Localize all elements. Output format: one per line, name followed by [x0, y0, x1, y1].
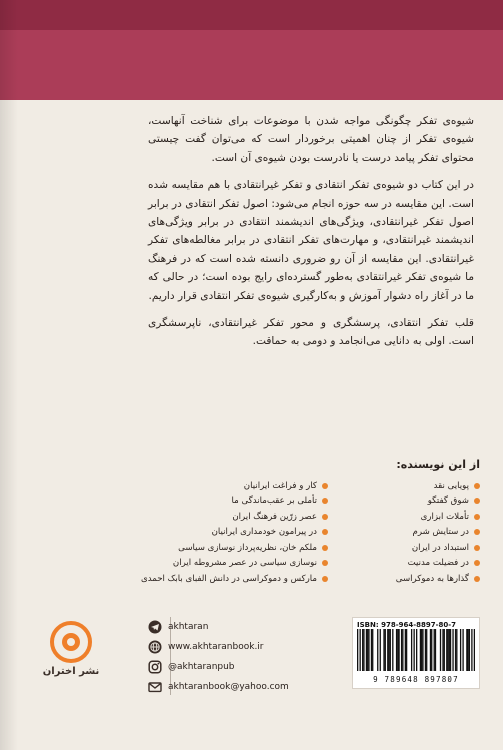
other-works-section: [141, 458, 480, 587]
barcode-bar: [363, 629, 364, 671]
bullet-icon: [474, 545, 480, 551]
barcode-bar: [421, 629, 422, 671]
barcode-bar: [422, 629, 423, 671]
work-title: نوسازی سیاسی در عصر مشروطه ایران: [172, 558, 317, 569]
barcode-bar: [360, 629, 361, 671]
instagram-icon: [148, 660, 162, 674]
work-item: [340, 571, 480, 587]
bullet-icon: [474, 560, 480, 566]
works-column-left: [141, 478, 328, 587]
contact-text: akhtaran: [168, 622, 209, 632]
barcode-bar: [440, 629, 441, 671]
blurb-paragraph: قلب تفکر انتقادی، پرسشگری و محور تفکر غیرانتقادی، ناپرسشگری است. اولی به دانایی می‌انجامد و دومی به حماقت.: [148, 317, 474, 348]
mail-icon: [148, 680, 162, 694]
barcode-bar: [405, 629, 406, 671]
bullet-icon: [474, 498, 480, 504]
barcode-bar: [396, 629, 397, 671]
bullet-icon: [474, 576, 480, 582]
contact-telegram[interactable]: [148, 617, 328, 637]
work-title: پویایی نقد: [433, 480, 469, 491]
barcode-bar: [471, 629, 472, 671]
barcode-bar: [368, 629, 369, 671]
work-title: گذارها به دموکراسی: [395, 573, 469, 584]
barcode-bar: [456, 629, 457, 671]
work-item: [340, 494, 480, 510]
barcode-bar: [474, 629, 475, 671]
barcode-bar: [388, 629, 389, 671]
barcode-bar: [357, 629, 358, 671]
barcode-bar: [431, 629, 432, 671]
barcode-bar: [447, 629, 448, 671]
work-title: ملکم خان، نظریه‌پرداز نوسازی سیاسی: [178, 542, 317, 553]
isbn-label: ISBN: 978-964-8897-80-7: [357, 621, 457, 629]
barcode-bar: [411, 629, 412, 671]
work-title: در فضیلت مدنیت: [407, 558, 469, 569]
work-item: [340, 478, 480, 494]
barcode-icon: [357, 629, 475, 671]
barcode-bar: [372, 629, 373, 671]
contact-email[interactable]: [148, 677, 328, 697]
barcode-bar: [406, 629, 407, 671]
work-item: [141, 571, 328, 587]
barcode-bar: [380, 629, 381, 671]
barcode-bar: [401, 629, 402, 671]
barcode-bar: [366, 629, 367, 671]
work-item: [340, 525, 480, 541]
barcode-bar: [460, 629, 461, 671]
work-title: کار و فراغت ایرانیان: [243, 480, 317, 491]
barcode-bar: [434, 629, 435, 671]
barcode-bar: [387, 629, 388, 671]
work-item: [150, 525, 328, 541]
barcode-bar: [430, 629, 431, 671]
barcode-bar: [469, 629, 470, 671]
bullet-icon: [322, 545, 328, 551]
isbn-digits: 9 789648 897807: [373, 675, 459, 684]
barcode-bar: [452, 629, 453, 671]
barcode-bar: [397, 629, 398, 671]
isbn-barcode-box: [352, 617, 480, 689]
bullet-icon: [322, 576, 328, 582]
work-title: عصر زرّین فرهنگ ایران: [232, 511, 317, 522]
blurb-text: [148, 112, 474, 360]
contact-text: @akhtaranpub: [168, 662, 235, 672]
work-item: [340, 509, 480, 525]
barcode-bar: [444, 629, 445, 671]
barcode-bar: [413, 629, 414, 671]
publisher-name: نشر اختران: [42, 666, 100, 677]
bullet-icon: [474, 483, 480, 489]
contact-text: www.akhtaranbook.ir: [168, 642, 264, 652]
work-title: شوق گفتگو: [427, 496, 469, 507]
barcode-bar: [383, 629, 384, 671]
bullet-icon: [322, 498, 328, 504]
work-item: [150, 556, 328, 572]
work-title: مارکس و دموکراسی در دانش الفبای بابک احمدی: [141, 573, 317, 584]
barcode-bar: [450, 629, 451, 671]
work-title: تأملی بر عقب‌ماندگی ما: [231, 496, 317, 507]
other-works-grid: [141, 478, 480, 587]
barcode-bar: [390, 629, 391, 671]
work-title: استبداد در ایران: [411, 542, 469, 553]
barcode-bar: [371, 629, 372, 671]
work-item: [150, 540, 328, 556]
contact-list: [148, 617, 328, 697]
work-title: در ستایش شرم: [412, 527, 469, 538]
barcode-bar: [442, 629, 443, 671]
bullet-icon: [322, 483, 328, 489]
work-item: [150, 494, 328, 510]
barcode-bar: [377, 629, 378, 671]
bullet-icon: [474, 514, 480, 520]
work-title: در پیرامون خودمداری ایرانیان: [211, 527, 317, 538]
barcode-bar: [392, 629, 393, 671]
barcode-bar: [398, 629, 399, 671]
top-band-dark-edge: [0, 0, 503, 30]
barcode-bar: [467, 629, 468, 671]
publisher-logo: [36, 620, 106, 677]
spine-shadow: [0, 0, 18, 750]
telegram-icon: [148, 620, 162, 634]
works-column-right: [340, 478, 480, 587]
barcode-bar: [466, 629, 467, 671]
contact-text: akhtaranbook@yahoo.com: [168, 682, 289, 692]
barcode-bar: [385, 629, 386, 671]
other-works-title: از این نویسنده:: [396, 458, 480, 471]
work-item: [340, 540, 480, 556]
barcode-bar: [449, 629, 450, 671]
barcode-bar: [455, 629, 456, 671]
bullet-icon: [322, 529, 328, 535]
work-item: [150, 478, 328, 494]
bullet-icon: [322, 514, 328, 520]
contact-instagram[interactable]: [148, 657, 328, 677]
barcode-bar: [435, 629, 436, 671]
barcode-bar: [416, 629, 417, 671]
blurb-paragraph: شیوه‌ی تفکر چگونگی مواجه شدن با موضوعات برای شناخت آنهاست، شیوه‌ی تفکر از چنان اهمیتی برخوردار است که می‌توان گفت چیستی محتوای تفکر پیامد درست یا نادرست بودن شیوه‌ی آن است.: [148, 115, 474, 164]
blurb-paragraph: در این کتاب دو شیوه‌ی تفکر انتقادی و تفکر غیرانتقادی با هم مقایسه شده است. این مقایسه در سه حوزه انجام می‌شود: اصول تفکر انتقادی در برابر اصول تفکر غیرانتقادی، ویژگی‌های اندیشمند انتقادی در برابر ویژگی‌های اندیشمند غیرانتقادی، و مهارت‌های تفکر انتقادی در برابر مغالطه‌های تفکر غیرانتقادی. این مقایسه از آن رو ضروری دانسته شده است که در فرهنگ ما شیوه‌ی تفکر غیرانتقادی به‌طور گسترده‌ای رایج بوده است؛ در حالی که ما در آغاز راه دشوار آموزش و به‌کارگیری شیوه‌ی تفکر انتقادی قرار داریم.: [148, 179, 474, 302]
barcode-bar: [402, 629, 403, 671]
work-item: [150, 509, 328, 525]
barcode-bar: [362, 629, 363, 671]
barcode-bar: [426, 629, 427, 671]
barcode-bar: [420, 629, 421, 671]
publisher-logo-icon: [49, 620, 93, 664]
bullet-icon: [322, 560, 328, 566]
bullet-icon: [474, 529, 480, 535]
barcode-bar: [446, 629, 447, 671]
barcode-bar: [462, 629, 463, 671]
work-item: [340, 556, 480, 572]
contact-website[interactable]: [148, 637, 328, 657]
globe-icon: [148, 640, 162, 654]
barcode-bar: [367, 629, 368, 671]
work-title: تأملات ابزاری: [420, 511, 469, 522]
barcode-bar: [425, 629, 426, 671]
